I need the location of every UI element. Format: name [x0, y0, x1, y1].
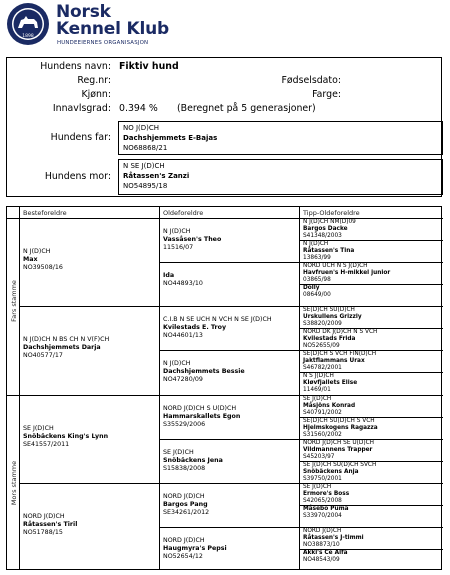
grandparent-cell	[23, 513, 77, 537]
grandparent-cell-titles: NORD J(D)CH	[23, 512, 65, 520]
great-great-grandparent-cell	[303, 462, 376, 483]
grid-line	[159, 483, 299, 484]
grandparent-cell-name[interactable]: Dachshjemmets Darja	[23, 344, 101, 352]
inbreeding-value: 0.394 %	[119, 103, 158, 114]
grid-line	[159, 262, 299, 263]
header-great-grandparents: Tipp-Oldeforeldre	[303, 209, 360, 217]
grandparent-cell-name[interactable]: Råtassen's Tiril	[23, 520, 78, 528]
gender-label: Kjønn:	[81, 89, 111, 100]
grandparent-cell-titles: SE J(D)CH	[23, 424, 54, 432]
color-label: Farge:	[312, 89, 341, 100]
great-grandparent-cell	[163, 405, 240, 429]
pedigree-table	[6, 206, 442, 570]
grid-line	[7, 218, 443, 219]
great-great-grandparent-cell-titles: N J(D)CH NM(D)09	[303, 219, 356, 225]
great-great-grandparent-cell-name[interactable]: Snöbäckens Anja	[303, 468, 359, 475]
inbreeding-note: (Beregnet på 5 generasjoner)	[177, 103, 316, 114]
grandparent-cell-reg: NO39508/16	[23, 264, 63, 272]
great-grandparent-cell-titles: SE J(D)CH	[163, 448, 194, 456]
great-great-grandparent-cell-reg: 11469/01	[303, 387, 331, 394]
mother-titles: N SE J(D)CH	[123, 162, 165, 170]
great-great-grandparent-cell	[303, 219, 356, 240]
great-great-grandparent-cell	[303, 440, 374, 461]
great-grandparent-cell-reg: SE34261/2012	[163, 508, 210, 516]
regnr-label: Reg.nr:	[77, 75, 111, 86]
header-parents: Besteforeldre	[23, 209, 67, 217]
great-great-grandparent-cell-name[interactable]: Måsebo Puma	[303, 505, 349, 512]
great-great-grandparent-cell-reg: S38820/2009	[303, 321, 342, 328]
great-grandparent-cell-name[interactable]: Dachshjemmets Bessie	[163, 368, 245, 376]
great-great-grandparent-cell	[303, 506, 349, 520]
grid-line	[19, 207, 20, 569]
great-grandparent-cell	[163, 360, 245, 384]
great-great-grandparent-cell-name[interactable]: Vildmannens Trapper	[303, 446, 373, 453]
great-great-grandparent-cell-name[interactable]: Kløvfjallets Elise	[303, 380, 358, 387]
great-great-grandparent-cell	[303, 351, 376, 372]
great-great-grandparent-cell-titles: SE(D)CH SU(D)CH S VCH	[303, 417, 375, 424]
great-great-grandparent-cell-reg: S45203/97	[303, 453, 335, 460]
great-great-grandparent-cell-reg: S33970/2004	[303, 512, 342, 519]
great-great-grandparent-cell-titles: SE J(D)CH	[303, 483, 332, 490]
great-grandparent-cell-name[interactable]: Hammarskallets Egon	[163, 412, 241, 420]
dog-name: Fiktiv hund	[119, 61, 179, 72]
great-grandparent-cell-reg: NO44601/13	[163, 332, 203, 340]
father-titles: NO J(D)CH	[123, 124, 160, 132]
header-grandparents: Oldeforeldre	[163, 209, 204, 217]
grandparent-cell-name[interactable]: Snöbäckens King's Lynn	[23, 432, 109, 440]
svg-text:1898: 1898	[22, 34, 34, 39]
inbreeding-label: Innavlsgrad:	[52, 103, 111, 114]
grandparent-cell	[23, 248, 63, 272]
great-great-grandparent-cell-titles: NORD J(D)CH	[303, 527, 342, 534]
great-great-grandparent-cell-reg: 13863/99	[303, 255, 331, 262]
great-great-grandparent-cell-titles: N S J(D)CH	[303, 373, 334, 380]
father-name[interactable]: Dachshjemmets E-Bajas	[123, 134, 218, 142]
header	[4, 2, 444, 54]
mother-label: Hundens mor:	[44, 171, 111, 182]
great-great-grandparent-cell	[303, 263, 390, 284]
great-great-grandparent-cell-reg: NO48543/09	[303, 556, 340, 563]
grid-line	[19, 395, 159, 396]
great-grandparent-cell	[163, 493, 209, 517]
great-great-grandparent-cell-name[interactable]: Hjelmskogens Ragazza	[303, 424, 378, 431]
great-great-grandparent-cell-titles: NORD DK J(D)CH N S VCH	[303, 329, 378, 336]
great-grandparent-cell	[163, 228, 221, 252]
grandparent-cell	[23, 425, 108, 449]
great-grandparent-cell-name[interactable]: Bargos Pang	[163, 500, 208, 508]
grandparent-cell-name[interactable]: Max	[23, 256, 38, 264]
great-grandparent-cell-name[interactable]: Snöbäckens Jena	[163, 456, 223, 464]
grandparent-cell-reg: NO40577/17	[23, 352, 63, 360]
grandparent-cell-reg: NO51788/15	[23, 528, 63, 536]
great-great-grandparent-cell	[303, 241, 354, 262]
great-great-grandparent-cell	[303, 418, 378, 439]
great-great-grandparent-cell-name[interactable]: Urskullens Grizzly	[303, 314, 362, 321]
grid-line	[159, 350, 299, 351]
great-great-grandparent-cell-name[interactable]: Måsjöns Konrad	[303, 402, 356, 409]
grandparent-cell-titles: N J(D)CH N BS CH N V(F)CH	[23, 336, 110, 344]
great-great-grandparent-cell-name[interactable]: Jaktflammans Urax	[303, 358, 365, 365]
great-grandparent-cell-titles: N J(D)CH	[163, 360, 191, 368]
great-grandparent-cell-name[interactable]: Kvilestads E. Troy	[163, 324, 227, 332]
great-great-grandparent-cell-name[interactable]: Kvilestads Frida	[303, 336, 356, 343]
great-great-grandparent-cell-reg: 08649/00	[303, 292, 331, 299]
dog-info-box	[6, 57, 442, 197]
great-great-grandparent-cell-reg: S46782/2001	[303, 365, 342, 372]
great-great-grandparent-cell-name[interactable]: Akki's Ce Alfa	[303, 549, 348, 556]
great-great-grandparent-cell-reg: S40791/2002	[303, 409, 342, 416]
great-great-grandparent-cell-name[interactable]: Råtassen's J-timmi	[303, 534, 364, 541]
great-great-grandparent-cell	[303, 307, 362, 328]
great-grandparent-cell	[163, 272, 203, 288]
great-grandparent-cell-reg: NO44893/10	[163, 280, 203, 288]
great-grandparent-cell	[163, 316, 272, 340]
great-great-grandparent-cell-name[interactable]: Dolly	[303, 285, 320, 292]
great-great-grandparent-cell-name[interactable]: Bargos Dacke	[303, 226, 348, 232]
grid-line	[19, 306, 159, 307]
great-great-grandparent-cell-titles: NORD UCH N S J(D)CH	[303, 263, 368, 270]
mother-box	[118, 159, 443, 195]
great-grandparent-cell-reg: NO52654/12	[163, 552, 203, 560]
great-great-grandparent-cell-name[interactable]: Havfruen's H-mikkel junior	[303, 270, 391, 277]
side-label-mother: Mors stamme	[10, 460, 18, 506]
grid-line	[159, 306, 299, 307]
great-grandparent-cell-name[interactable]: Vassåsen's Theo	[163, 236, 222, 244]
great-great-grandparent-cell	[303, 528, 364, 549]
grandparent-cell-reg: SE41557/2011	[23, 440, 70, 448]
great-grandparent-cell-titles: N J(D)CH	[163, 228, 191, 236]
great-great-grandparent-cell-name[interactable]: Råtassen's Tina	[303, 248, 355, 255]
grid-line	[159, 439, 299, 440]
great-grandparent-cell-reg: S35529/2006	[163, 420, 206, 428]
great-grandparent-cell-reg: 11516/07	[163, 244, 194, 252]
great-grandparent-cell-titles: NORD J(D)CH	[163, 492, 205, 500]
brand-name-line2: Kennel Klub	[56, 19, 169, 39]
great-great-grandparent-cell-titles: SE(D)CH S VCH FIN(D)CH	[303, 351, 377, 358]
grid-line	[159, 395, 299, 396]
great-great-grandparent-cell-name[interactable]: Ermore's Boss	[303, 490, 350, 497]
side-label-father: Fars stamme	[10, 280, 18, 322]
great-great-grandparent-cell-reg: 03865/98	[303, 277, 331, 284]
mother-reg: NO54895/18	[123, 182, 168, 190]
great-grandparent-cell-titles: NORD J(D)CH	[163, 536, 205, 544]
great-great-grandparent-cell-titles: N J(D)CH	[303, 241, 329, 248]
great-great-grandparent-cell	[303, 285, 331, 299]
great-grandparent-cell-name[interactable]: Haugmyra's Pepsi	[163, 544, 227, 552]
great-great-grandparent-cell-reg: S31560/2002	[303, 431, 342, 438]
grid-line	[19, 483, 159, 484]
great-great-grandparent-cell	[303, 484, 349, 505]
great-great-grandparent-cell-reg: NO38873/10	[303, 541, 340, 548]
father-box	[118, 121, 443, 155]
brand-name	[56, 4, 169, 38]
great-great-grandparent-cell	[303, 396, 355, 417]
great-great-grandparent-cell-reg: NO52655/09	[303, 343, 340, 350]
brand-subtitle: HUNDEEIERNES ORGANISASJON	[57, 40, 149, 46]
great-great-grandparent-cell-reg: S42065/2008	[303, 497, 342, 504]
great-grandparent-cell-titles: C.I.B N SE UCH N VCH N SE J(D)CH	[163, 316, 272, 324]
great-great-grandparent-cell	[303, 373, 357, 394]
great-grandparent-cell-reg: S15838/2008	[163, 464, 206, 472]
great-grandparent-cell-name[interactable]: Ida	[163, 272, 175, 280]
great-grandparent-cell	[163, 537, 227, 561]
grid-line	[159, 527, 299, 528]
dob-label: Fødselsdato:	[281, 75, 341, 86]
grid-line	[7, 395, 19, 396]
father-label: Hundens far:	[50, 132, 111, 143]
great-great-grandparent-cell-titles: SE(D)CH SU(D)CH	[303, 307, 355, 314]
great-great-grandparent-cell-reg: S41348/2003	[303, 233, 342, 239]
great-grandparent-cell	[163, 449, 223, 473]
name-label: Hundens navn:	[40, 61, 111, 72]
great-great-grandparent-cell-titles: SE J(D)CH SU(D)CH SVCH	[303, 461, 377, 468]
mother-name[interactable]: Råtassen's Zanzi	[123, 172, 190, 180]
great-grandparent-cell-titles: NORD J(D)CH S U(D)CH	[163, 404, 237, 412]
great-great-grandparent-cell-titles: SE J(D)CH	[303, 395, 332, 402]
great-great-grandparent-cell	[303, 550, 348, 564]
great-great-grandparent-cell-titles: NORD J(D)CH SE U(D)CH	[303, 439, 375, 446]
great-great-grandparent-cell	[303, 329, 377, 350]
father-reg: NO68868/21	[123, 144, 168, 152]
grandparent-cell	[23, 336, 109, 360]
brand-name-line1: Norsk	[56, 2, 111, 22]
nkk-logo	[6, 2, 50, 46]
great-grandparent-cell-reg: NO47280/09	[163, 376, 203, 384]
grandparent-cell-titles: N J(D)CH	[23, 248, 51, 256]
great-great-grandparent-cell-reg: S39750/2001	[303, 475, 342, 482]
